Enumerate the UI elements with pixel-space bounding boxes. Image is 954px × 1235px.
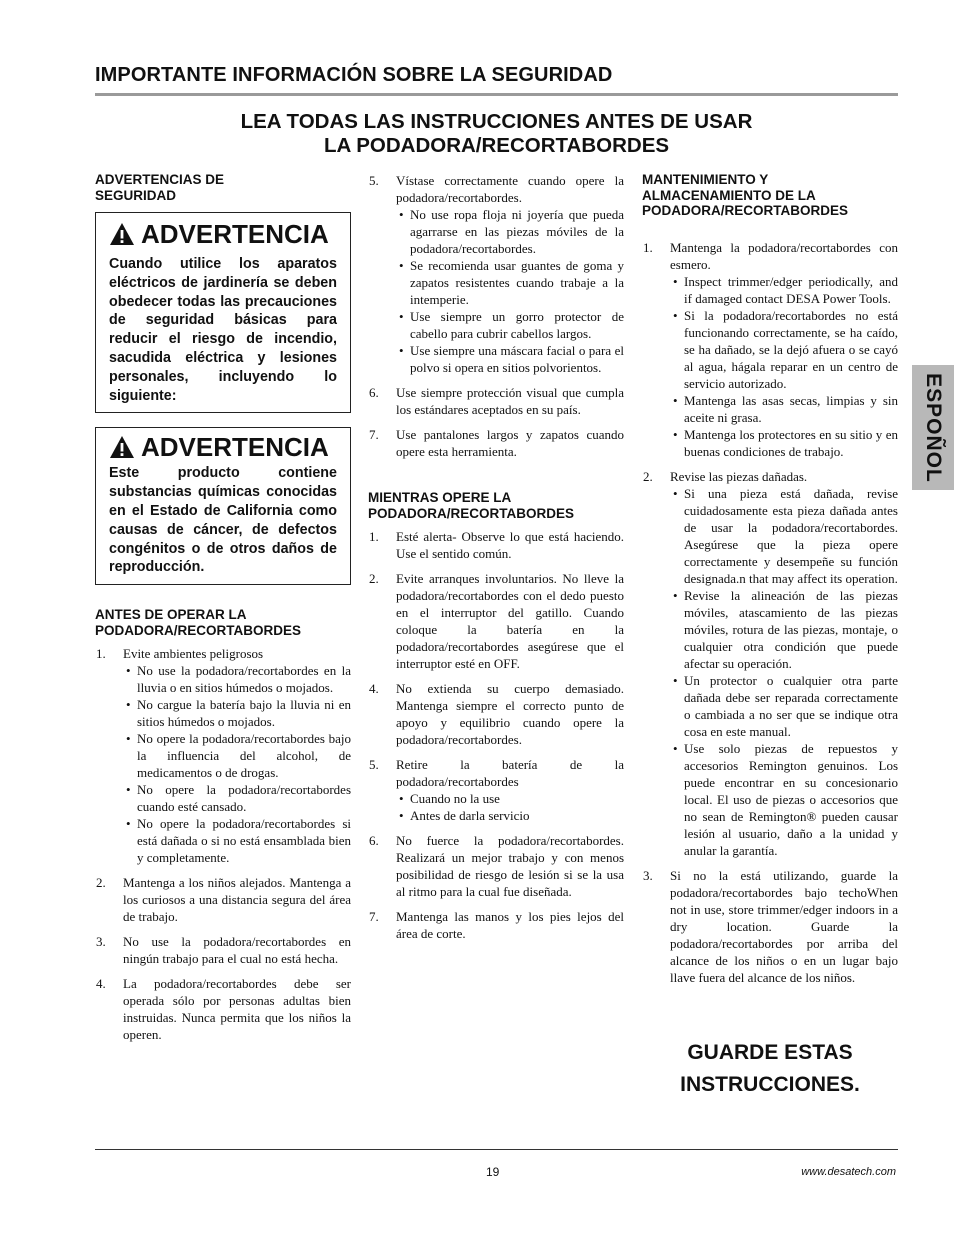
language-side-tab (912, 365, 954, 490)
language-tab-label: ESPOÑOL (922, 372, 945, 483)
bullet-item: • Si la podadora/recortabordes no está funcionando correctamente, se ha caído, se ha dañado, se la dejó afuera o se cayó al agua, hágala reparar en un centro de servicio autorizado. (670, 307, 898, 392)
list-item (95, 645, 351, 866)
main-title (95, 110, 898, 158)
item-number: 1. (643, 239, 653, 255)
bullet-item: • Antes de darla servicio (396, 807, 624, 824)
bullet-item: • Un protector o cualquier otra parte dañada debe ser reparada correctamente o cambiada a no ser que se indique otra cosa en este manual. (670, 672, 898, 740)
column-3 (642, 172, 898, 994)
bullet-item: • Use siempre un gorro protector de cabello para cubrir cabellos largos. (396, 308, 624, 342)
item-text: Evite ambientes peligrosos (123, 646, 264, 662)
list-item (95, 975, 351, 1043)
item-text: Evite arranques involuntarios. No lleve la podadora/recortabordes con el dedo puesto en el interruptor del gatillo. Cuando coloque la batería en la podadora/recortabordes asegúrese que el interruptor esté en OFF. (396, 571, 624, 671)
item-text: Vístase correctamente cuando opere la podadora/recortabordes. (396, 173, 624, 205)
warning-title (109, 432, 337, 462)
heading-line: ANTES DE OPERAR LA (95, 607, 247, 623)
item-text: Use pantalones largos y zapatos cuando opere esta herramienta. (396, 427, 624, 459)
item-number: 4. (369, 681, 379, 696)
bullet-list (670, 273, 898, 460)
heading-line: MIENTRAS OPERE LA (368, 490, 512, 505)
warning-body: Este producto contiene substancias químicas conocidas en el Estado de California como causas de cáncer, de defectos congénitos o de otros daños de reproducción. (109, 465, 337, 576)
item-number: 1. (369, 529, 379, 544)
list-item (368, 528, 624, 562)
bullet-item: • Cuando no la use (396, 790, 624, 807)
warning-triangle-icon (109, 435, 135, 459)
item-number: 4. (96, 976, 106, 992)
main-title-line1: LEA TODAS LAS INSTRUCCIONES ANTES DE USAR (240, 110, 753, 133)
heading-line: PODADORA/RECORTABORDES (368, 506, 575, 521)
item-number: 3. (96, 934, 106, 950)
bullet-item: • No opere la podadora/recortabordes bajo la influencia del alcohol, de medicamentos o de drogas. (123, 730, 351, 781)
item-text: Mantenga la podadora/recortabordes con esmero. (670, 239, 898, 272)
warning-triangle-icon (109, 222, 135, 246)
bullet-item: • No use la podadora/recortabordes en la lluvia o en sitios húmedos o mojados. (123, 662, 351, 696)
maintenance-heading (642, 172, 898, 219)
item-number: 1. (96, 646, 106, 662)
bullet-item: • Use solo piezas de repuestos y accesorios Remington genuinos. Los puede encontrar en su concesionario local. El uso de piezas o accesorios que no sean de Remington® pueden causar lesión al usuario, daño a la unidad y anular la garantía. (670, 740, 898, 859)
item-number: 2. (643, 468, 653, 484)
bullet-list (670, 485, 898, 859)
item-number: 7. (369, 909, 379, 924)
item-number: 6. (369, 385, 379, 400)
heading-line: PODADORA/RECORTABORDES (95, 623, 302, 639)
safety-warnings-heading (95, 172, 351, 204)
item-text: Si no la está utilizando, guarde la podadora/recortabordes bajo techoWhen not in use, store trimmer/edger indoors in a dry location. Guarde la podadora/recortabordes por arriba del alcance de los niños o en un lugar bajo llave fuera del alcance de los niños. (670, 867, 898, 985)
warning-box-1 (95, 212, 351, 413)
item-number: 6. (369, 833, 379, 848)
item-number: 2. (369, 571, 379, 586)
heading-line: SEGURIDAD (95, 188, 177, 203)
heading-line: ALMACENAMIENTO DE LA (642, 187, 816, 203)
list-item (368, 832, 624, 900)
before-operating-list (95, 645, 351, 1043)
item-text: Mantenga a los niños alejados. Mantenga a los curiosos a una distancia segura del área de trabajo. (123, 875, 351, 925)
item-number: 5. (369, 757, 379, 772)
bullet-item: • No use ropa floja ni joyería que pueda agarrarse en las piezas móviles de la podadora/recortabordes. (396, 206, 624, 257)
list-item (368, 908, 624, 942)
bullet-item: • Inspect trimmer/edger periodically, and if damaged contact DESA Power Tools. (670, 273, 898, 307)
warning-title-text: ADVERTENCIA (141, 219, 329, 249)
warning-title-text: ADVERTENCIA (141, 432, 329, 463)
heading-line: PODADORA/RECORTABORDES (642, 203, 849, 218)
list-item (368, 680, 624, 748)
warning-body: Cuando utilice los aparatos eléctricos de jardinería se deben obedecer todas las precauciones de seguridad básicas para reducir el riesgo de incendio, sacudida eléctrica y lesiones personales, incluyendo lo siguiente: (109, 256, 337, 404)
list-item (642, 468, 898, 859)
item-text: Revise las piezas dañadas. (670, 468, 808, 484)
bullet-list (396, 790, 624, 824)
notice-line: INSTRUCCIONES. (680, 1073, 860, 1096)
item-text: Retire la batería de la podadora/recortabordes (396, 757, 624, 789)
page-section-title: IMPORTANTE INFORMACIÓN SOBRE LA SEGURIDAD (95, 64, 613, 86)
item-number: 7. (369, 427, 379, 442)
heading-line: ADVERTENCIAS DE (95, 172, 225, 187)
list-item (368, 426, 624, 460)
list-item (368, 384, 624, 418)
list-item (642, 239, 898, 460)
list-item (95, 933, 351, 967)
bullet-list (396, 206, 624, 376)
item-text: No use la podadora/recortabordes en ningún trabajo para el cual no está hecha. (123, 934, 351, 967)
while-operating-list (368, 528, 624, 942)
item-text: No extienda su cuerpo demasiado. Mantenga siempre el correcto punto de apoyo y equilibrio cuando opere la podadora/recortabordes. (396, 681, 624, 747)
item-text: Mantenga las manos y los pies lejos del área de corte. (396, 909, 624, 941)
item-number: 2. (96, 875, 106, 891)
bullet-item: • No opere la podadora/recortabordes si está dañada o si no está ensamblada bien y completamente. (123, 815, 351, 866)
bullet-item: • No cargue la batería bajo la lluvia ni en sitios húmedos o mojados. (123, 696, 351, 730)
dress-list (368, 172, 624, 460)
item-number: 3. (643, 867, 653, 883)
list-item (95, 874, 351, 925)
before-operating-heading (95, 607, 351, 639)
item-text: Esté alerta- Observe lo que está haciendo. Use el sentido común. (396, 529, 624, 561)
while-operating-heading (368, 490, 624, 522)
item-number: 5. (369, 173, 379, 188)
list-item (642, 867, 898, 986)
save-instructions-notice (642, 1037, 898, 1101)
heading-line: MANTENIMIENTO Y (642, 172, 769, 187)
warning-box-2 (95, 427, 351, 585)
bullet-item: • Mantenga los protectores en su sitio y en buenas condiciones de trabajo. (670, 426, 898, 460)
main-title-line2: LA PODADORA/RECORTABORDES (323, 134, 670, 157)
maintenance-list (642, 239, 898, 986)
website-url: www.desatech.com (801, 1166, 896, 1178)
bullet-item: • No opere la podadora/recortabordes cuando esté cansado. (123, 781, 351, 815)
list-item (368, 570, 624, 672)
warning-title (109, 219, 337, 249)
footer-divider (95, 1149, 898, 1150)
item-text: No fuerce la podadora/recortabordes. Realizará un mejor trabajo y con menos posibilidad de riesgo de lesión si se la usa al ritmo para la cual fue diseñada. (396, 833, 624, 899)
bullet-item: • Use siempre una máscara facial o para el polvo si opera en sitios polvorientos. (396, 342, 624, 376)
notice-line: GUARDE ESTAS (687, 1041, 853, 1064)
list-item (368, 172, 624, 376)
item-text: La podadora/recortabordes debe ser operada sólo por personas adultas bien instruidas. Nunca permita que los niños la operen. (123, 976, 351, 1043)
bullet-item: • Se recomienda usar guantes de goma y zapatos resistentes cuando trabaje a la intemperie. (396, 257, 624, 308)
column-2 (368, 172, 624, 950)
bullet-item: • Mantenga las asas secas, limpias y sin aceite ni grasa. (670, 392, 898, 426)
header-divider (95, 93, 898, 96)
list-item (368, 756, 624, 824)
column-1 (95, 172, 351, 1051)
page-number: 19 (486, 1165, 500, 1179)
item-text: Use siempre protección visual que cumpla los estándares aceptados en su país. (396, 385, 624, 417)
bullet-item: • Revise la alineación de las piezas móviles, atascamiento de las piezas móviles, rotura de las piezas, montaje, o cualquier otra condición que puede afectar su operación. (670, 587, 898, 672)
bullet-list (123, 662, 351, 866)
bullet-item: • Si una pieza está dañada, revise cuidadosamente esta pieza dañada antes de usar la podadora/recortabordes. Asegúrese que la pieza opere correctamente y desempeñe su función designada.n that may affect its operation. (670, 485, 898, 587)
